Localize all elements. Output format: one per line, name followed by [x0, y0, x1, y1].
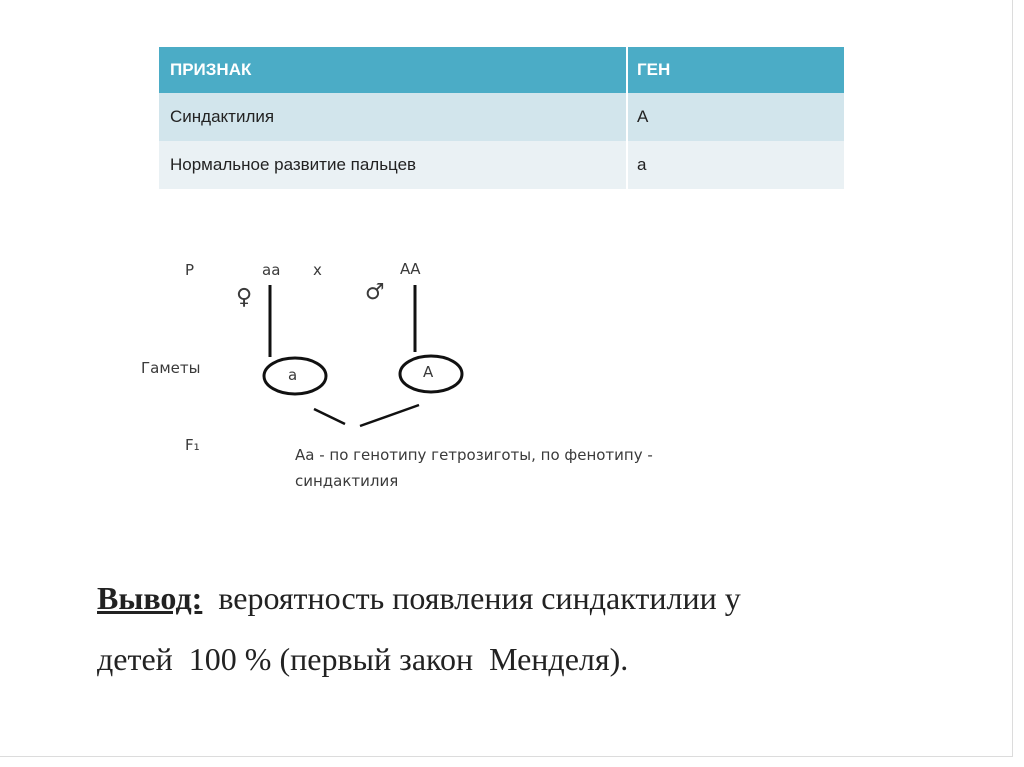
male-gamete: А: [423, 363, 434, 381]
male-symbol-icon: ♂: [365, 280, 385, 305]
offspring-description-line1: Аа - по генотипу гетрозиготы, по фенотипу -: [295, 446, 653, 464]
conclusion-label: Вывод:: [97, 580, 203, 616]
table-row: [159, 141, 844, 189]
conclusion-text: [97, 568, 957, 690]
female-genotype: аа: [262, 261, 281, 279]
table-row: [159, 93, 844, 141]
cell-gene: А: [627, 93, 844, 141]
female-gamete: а: [288, 366, 298, 384]
table-header-row: [159, 47, 844, 93]
f1-label: F₁: [185, 436, 200, 454]
cell-gene: а: [627, 141, 844, 189]
cell-trait: Нормальное развитие пальцев: [170, 155, 417, 174]
cell-trait: Синдактилия: [170, 107, 275, 126]
offspring-description-line2: синдактилия: [295, 472, 399, 490]
header-trait: ПРИЗНАК: [170, 60, 252, 79]
male-genotype: АА: [400, 260, 421, 278]
female-symbol-icon: ♀: [236, 285, 253, 310]
cross-sign: х: [313, 261, 322, 279]
conclusion-line1: вероятность появления синдактилии у: [202, 580, 741, 616]
parents-label: Р: [185, 261, 195, 279]
gametes-label: Гаметы: [141, 359, 201, 377]
header-gene: ГЕН: [627, 47, 844, 93]
trait-gene-table: [159, 47, 844, 189]
conclusion-line2: детей 100 % (первый закон Менделя).: [97, 641, 629, 677]
